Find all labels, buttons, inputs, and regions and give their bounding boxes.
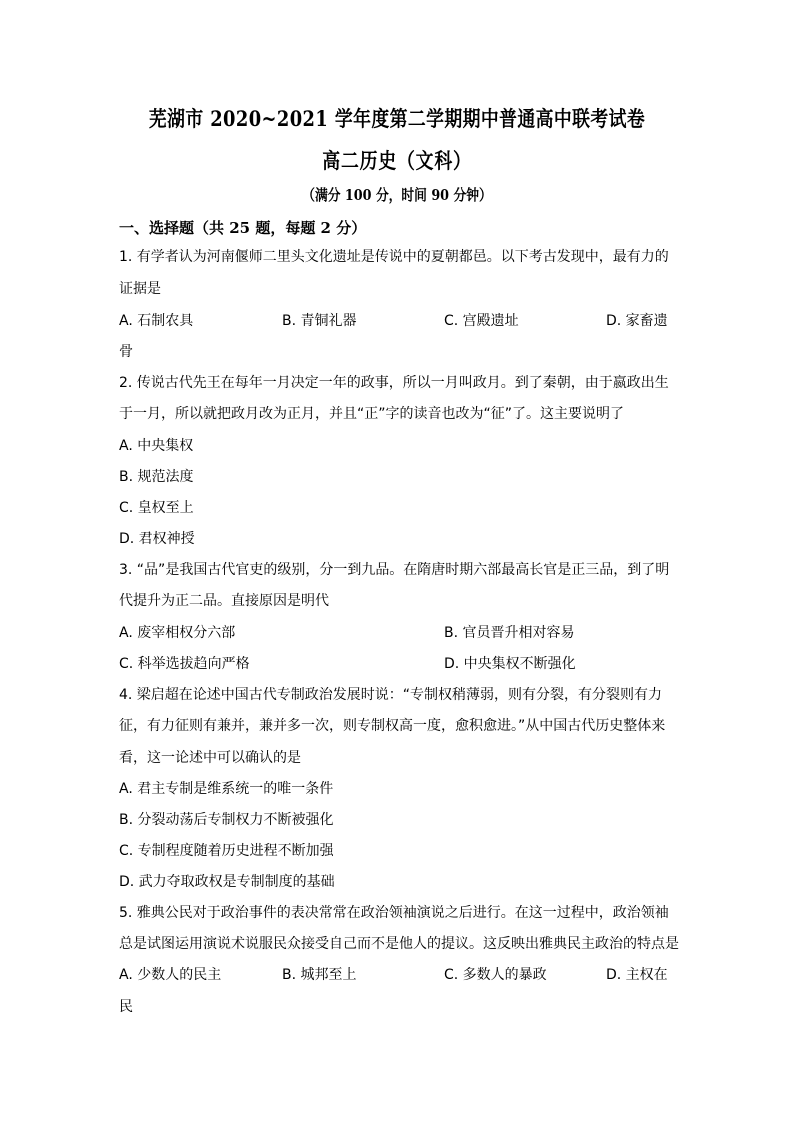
question-4-line-2: 征，有力征则有兼并，兼并多一次，则专制权高一度，愈积愈进。”从中国古代历史整体来 [119,718,666,734]
question-3-line-2: 代提升为正二品。直接原因是明代 [119,593,329,609]
question-1-option-d: D. 家畜遗 [606,313,668,329]
question-5-option-d: D. 主权在 [606,967,668,983]
question-4-option-b: B. 分裂动荡后专制权力不断被强化 [119,812,334,828]
question-5-option-b: B. 城邦至上 [282,967,357,983]
question-1-option-d-continued: 骨 [119,344,133,360]
question-1-line-1: 1. 有学者认为河南偃师二里头文化遗址是传说中的夏朝都邑。以下考古发现中，最有力的 [119,249,669,265]
question-2-option-b: B. 规范法度 [119,469,194,485]
question-3-line-1: 3. “品”是我国古代官吏的级别，分一到九品。在隋唐时期六部最高长官是正三品，到了明 [119,562,670,578]
question-3-option-b: B. 官员晋升相对容易 [444,625,575,641]
section-heading: 一、选择题（共 25 题，每题 2 分） [119,219,367,237]
exam-title: 芜湖市 2020~2021 学年度第二学期期中普通高中联考试卷 [148,106,646,131]
question-2-option-a: A. 中央集权 [119,438,194,454]
question-2-option-c: C. 皇权至上 [119,500,194,516]
question-2-option-d: D. 君权神授 [119,531,195,547]
question-5-line-1: 5. 雅典公民对于政治事件的表决常常在政治领袖演说之后进行。在这一过程中，政治领袖 [119,905,669,921]
exam-note: （满分 100 分，时间 90 分钟） [302,186,492,204]
question-5-line-2: 总是试图运用演说术说服民众接受自己而不是他人的提议。这反映出雅典民主政治的特点是 [119,936,679,952]
exam-subtitle: 高二历史（文科） [322,148,472,173]
question-5-option-c: C. 多数人的暴政 [444,967,547,983]
question-4-line-1: 4. 梁启超在论述中国古代专制政治发展时说：“专制权稍薄弱，则有分裂，有分裂则有力 [119,687,663,703]
question-2-line-2: 于一月，所以就把政月改为正月，并且“正”字的读音也改为“征”了。这主要说明了 [119,406,625,422]
question-5-option-a: A. 少数人的民主 [119,967,222,983]
question-3-option-d: D. 中央集权不断强化 [444,656,576,672]
question-4-option-d: D. 武力夺取政权是专制制度的基础 [119,874,335,890]
question-1-option-c: C. 宫殿遗址 [444,313,519,329]
question-1-option-b: B. 青铜礼器 [282,313,357,329]
question-2-line-1: 2. 传说古代先王在每年一月决定一年的政事，所以一月叫政月。到了秦朝，由于嬴政出生 [119,375,669,391]
question-4-option-a: A. 君主专制是维系统一的唯一条件 [119,781,334,797]
question-4-line-3: 看，这一论述中可以确认的是 [119,750,301,766]
question-1-line-2: 证据是 [119,281,161,297]
question-5-option-d-continued: 民 [119,999,133,1015]
question-3-option-c: C. 科举选拔趋向严格 [119,656,250,672]
question-4-option-c: C. 专制程度随着历史进程不断加强 [119,843,334,859]
question-1-option-a: A. 石制农具 [119,313,194,329]
question-3-option-a: A. 废宰相权分六部 [119,625,236,641]
